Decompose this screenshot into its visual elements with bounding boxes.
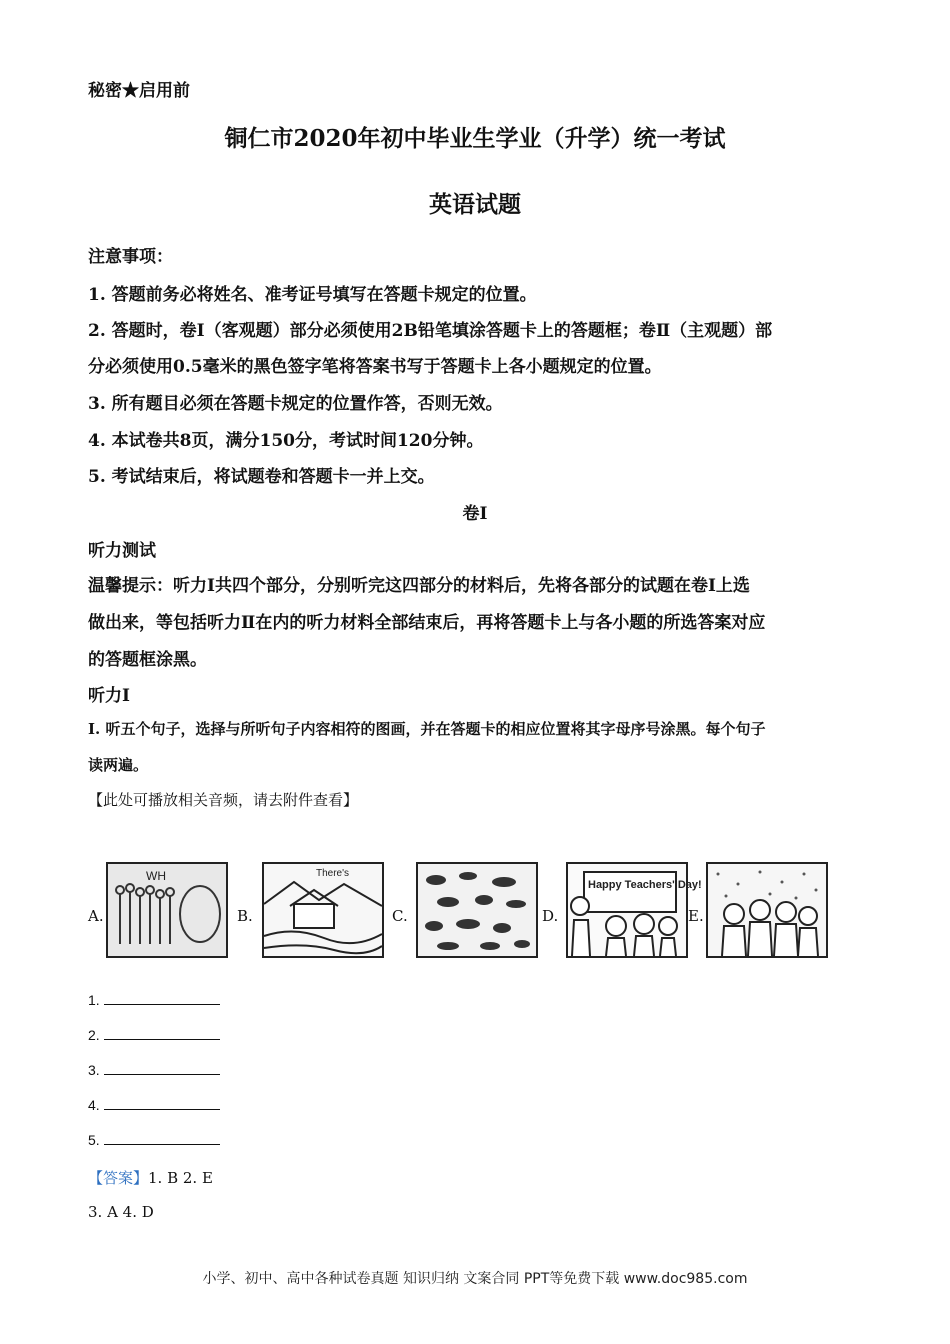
answer-line-2: 3. A 4. D [88,1203,154,1221]
blank-number: 1. [88,992,100,1008]
picture-d [566,862,702,958]
tip-line: 的答题框涂黑。 [88,650,207,670]
note-item: 4. 本试卷共8页，满分150分，考试时间120分钟。 [88,431,484,451]
picture-c [416,862,538,958]
note-item: 2. 答题时，卷Ⅰ（客观题）部分必须使用2B铅笔填涂答题卡上的答题框；卷Ⅱ（主观题）部 [88,321,773,341]
blank-number: 2. [88,1027,100,1043]
blank-number: 3. [88,1062,100,1078]
instruction-line: Ⅰ. 听五个句子，选择与所听句子内容相符的图画，并在答题卡的相应位置将其字母序号涂黑。每个句子 [88,720,766,738]
blank-number: 5. [88,1132,100,1148]
page-footer: 小学、初中、高中各种试卷真题 知识归纳 文案合同 PPT等免费下载 www.doc985.com [202,1271,748,1287]
picture-a-caption: WH [146,869,166,883]
answer-line-1 [88,1167,213,1188]
instruction-line: 读两遍。 [88,756,149,774]
secret-label: 秘密★启用前 [88,81,190,101]
listening-one-heading: 听力Ⅰ [88,686,130,706]
answer-blank-1[interactable] [88,992,220,1008]
subject-title: 英语试题 [429,191,521,218]
answer-blank-2[interactable] [88,1027,220,1043]
picture-label-d: D. [542,907,559,925]
picture-d-caption: Happy Teachers' Day! [588,879,702,891]
audio-note: 【此处可播放相关音频，请去附件查看】 [88,791,359,809]
blank-line [104,1097,220,1110]
picture-a [106,862,228,958]
note-item: 分必须使用0.5毫米的黑色签字笔将答案书写于答题卡上各小题规定的位置。 [88,357,662,377]
note-item: 5. 考试结束后，将试题卷和答题卡一并上交。 [88,467,435,487]
note-item: 1. 答题前务必将姓名、准考证号填写在答题卡规定的位置。 [88,285,537,305]
blank-line [104,1027,220,1040]
picture-b-caption: There's [316,868,350,879]
answer-blank-3[interactable] [88,1062,220,1078]
answer-blank-5[interactable] [88,1132,220,1148]
picture-label-b: B. [237,907,253,925]
tip-line: 做出来，等包括听力Ⅱ在内的听力材料全部结束后，再将答题卡上与各小题的所选答案对应 [88,613,766,633]
answer-blank-4[interactable] [88,1097,220,1113]
blank-line [104,1062,220,1075]
volume-heading: 卷Ⅰ [462,504,488,524]
exam-title: 铜仁市2020年初中毕业生学业（升学）统一考试 [224,125,726,152]
picture-label-a: A. [88,907,104,925]
notes-heading: 注意事项： [88,247,173,267]
blank-number: 4. [88,1097,100,1113]
picture-label-e: E. [688,907,704,925]
answer-tag: 【答案】 [88,1169,149,1187]
note-item: 3. 所有题目必须在答题卡规定的位置作答，否则无效。 [88,394,503,414]
blank-line [104,992,220,1005]
answer-values: 1. B 2. E [148,1169,213,1187]
picture-e [706,862,828,958]
blank-line [104,1132,220,1145]
picture-label-c: C. [392,907,408,925]
listening-test-heading: 听力测试 [88,541,156,561]
picture-b [262,862,384,958]
tip-line: 温馨提示：听力Ⅰ共四个部分，分别听完这四部分的材料后，先将各部分的试题在卷Ⅰ上选 [88,576,750,596]
